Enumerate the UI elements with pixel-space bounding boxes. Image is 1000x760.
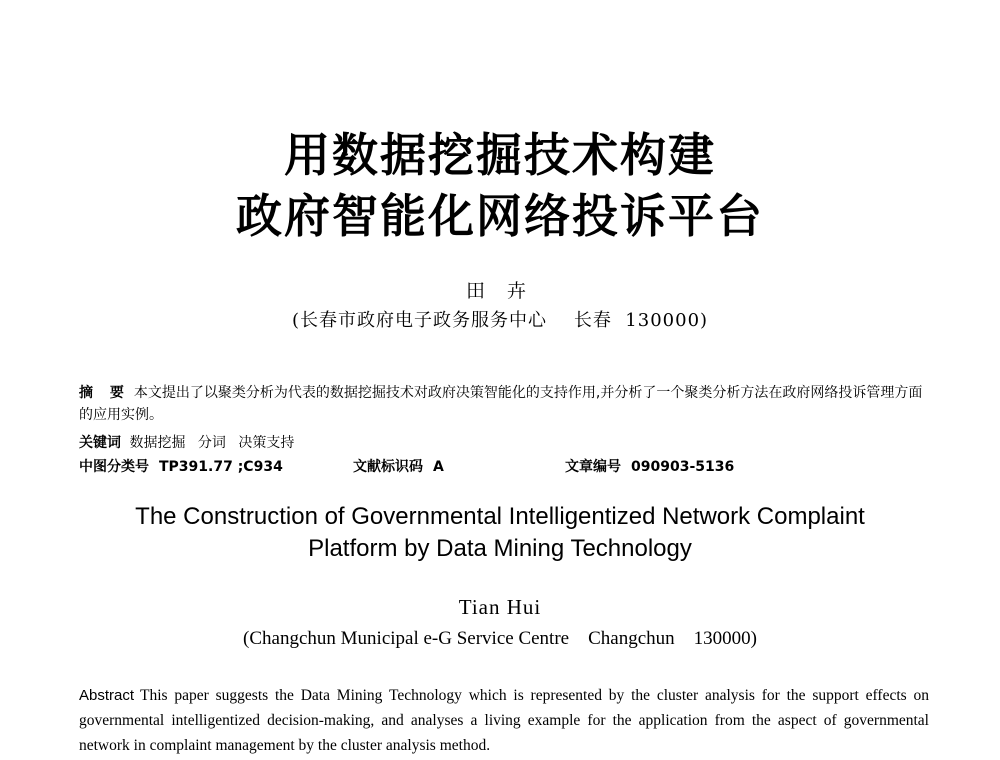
title-cn-line2: 政府智能化网络投诉平台	[236, 189, 764, 243]
title-en-line1: The Construction of Governmental Intelligentized Network Complaint	[135, 503, 865, 530]
keyword-item: 分词	[197, 435, 226, 451]
author-cn: 田 卉	[465, 280, 535, 302]
abstract-en-text: This paper suggests the Data Mining Technology which is represented by the cluster analysis for the support effects on governmental intelligentized decision-making, and analyses a living example for the application from the aspect of governmental network in complaint management by the cluster analysis method.	[79, 687, 929, 754]
doc-label: 文献标识码	[353, 459, 423, 475]
keyword-item: 决策支持	[238, 435, 295, 451]
abstract-en	[79, 683, 929, 758]
clc-label: 中图分类号	[79, 459, 149, 475]
classification-row	[79, 457, 927, 477]
abstract-en-label: Abstract	[79, 687, 135, 704]
doc-value: A	[433, 459, 444, 475]
article-label: 文章编号	[565, 459, 621, 475]
title-cn-line1: 用数据挖掘技术构建	[284, 128, 716, 182]
affiliation-en: (Changchun Municipal e-G Service Centre Changchun 130000)	[243, 628, 757, 649]
article-number	[565, 457, 734, 477]
clc-value: TP391.77 ;C934	[159, 459, 283, 475]
keywords	[79, 433, 302, 453]
abstract-cn-text: 本文提出了以聚类分析为代表的数据挖掘技术对政府决策智能化的支持作用,并分析了一个聚类分析方法在政府网络投诉管理方面的应用实例。	[79, 385, 923, 423]
keywords-label: 关键词	[79, 435, 121, 451]
keyword-item: 数据挖掘	[129, 435, 186, 451]
author-en: Tian Hui	[458, 595, 542, 619]
abstract-cn-label: 摘 要	[79, 385, 130, 401]
title-en-line2: Platform by Data Mining Technology	[308, 535, 692, 562]
abstract-cn	[79, 382, 927, 426]
article-value: 090903-5136	[631, 459, 735, 475]
document-code	[353, 457, 444, 477]
affiliation-cn: (长春市政府电子政务服务中心 长春 130000)	[291, 310, 709, 331]
clc-number	[79, 457, 283, 477]
